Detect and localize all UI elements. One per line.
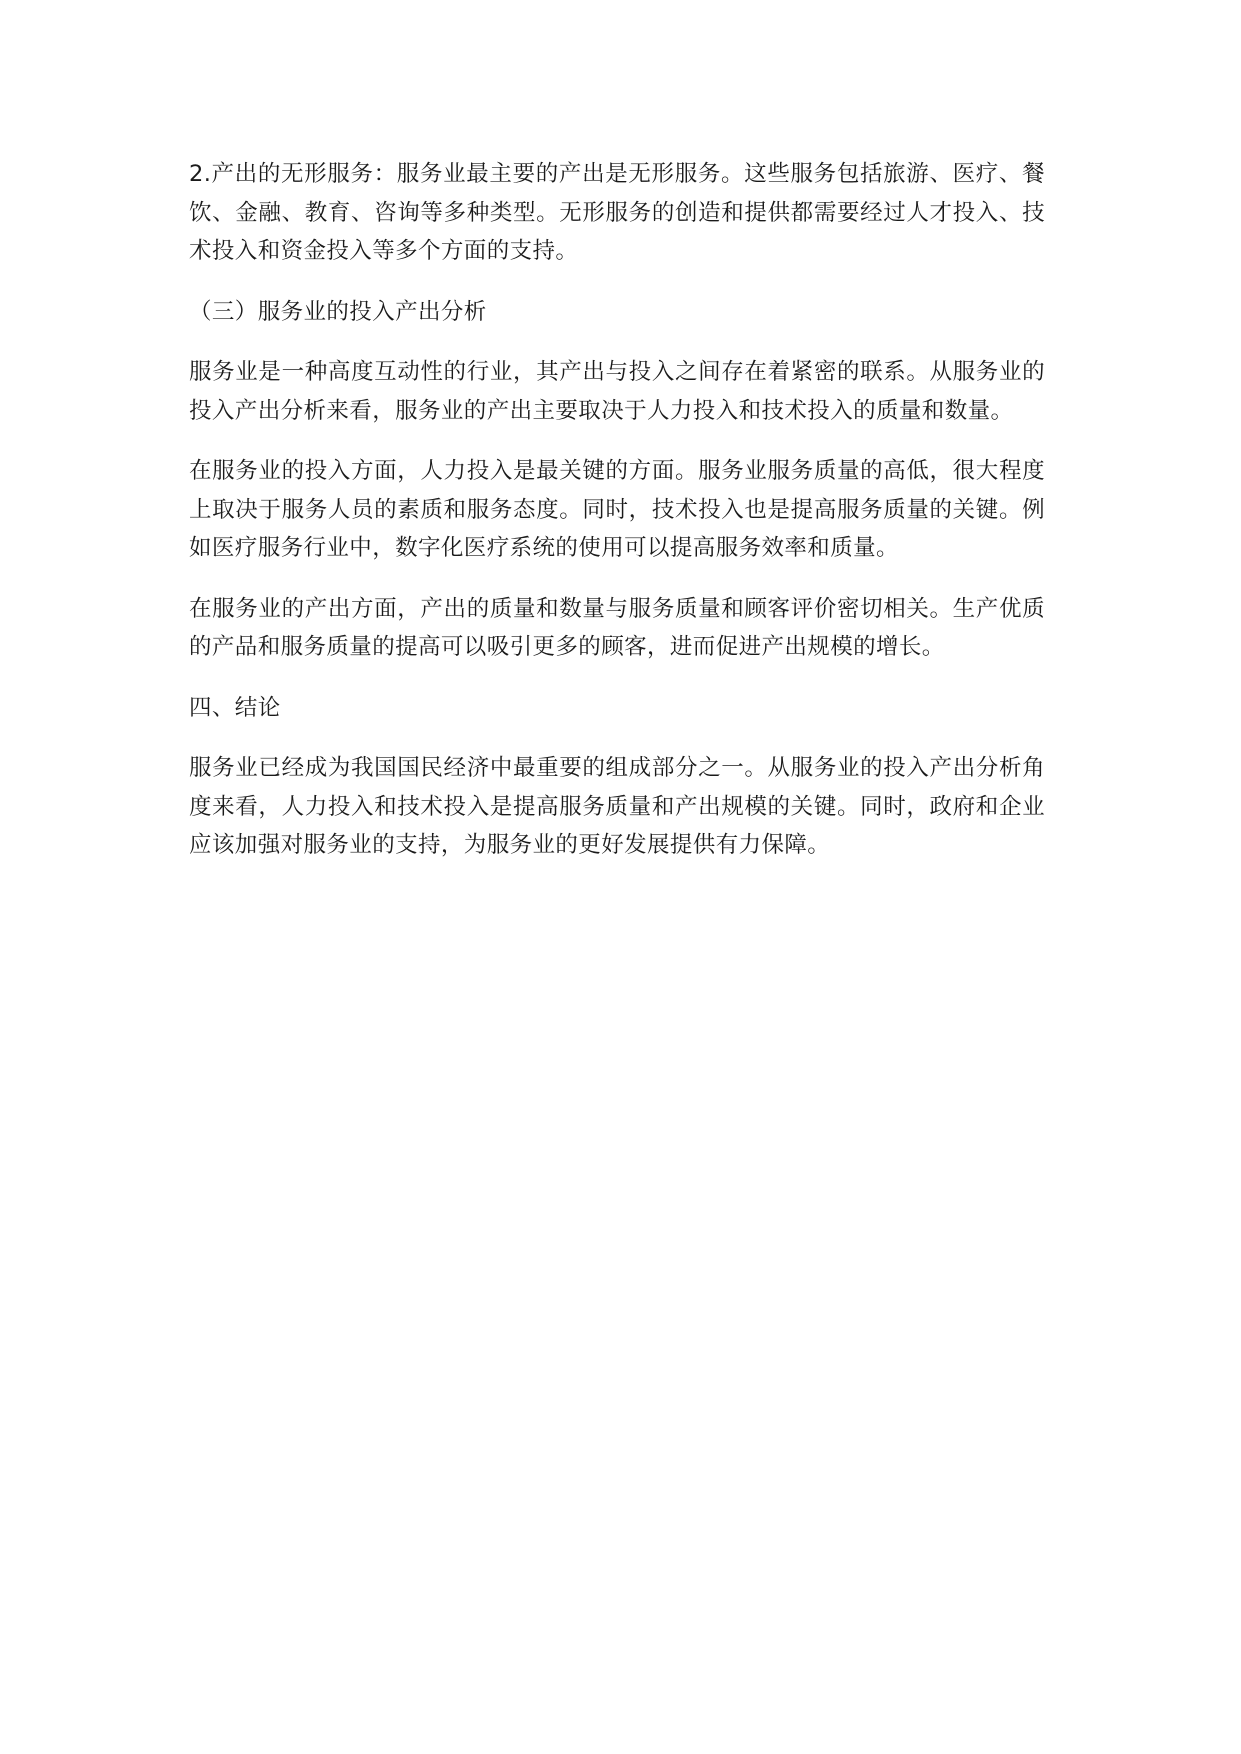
section-heading-conclusion: 四、结论 bbox=[189, 694, 281, 721]
paragraph-intangible-output: 2.产出的无形服务：服务业最主要的产出是无形服务。这些服务包括旅游、医疗、餐饮、金融、教育、咨询等多种类型。无形服务的创造和提供都需要经过人才投入、技术投入和资金投入等多个方面的支持。 bbox=[189, 161, 1045, 264]
paragraph-input-aspect: 在服务业的投入方面，人力投入是最关键的方面。服务业服务质量的高低，很大程度上取决于服务人员的素质和服务态度。同时，技术投入也是提高服务质量的关键。例如医疗服务行业中，数字化医疗系统的使用可以提高服务效率和质量。 bbox=[189, 458, 1045, 561]
paragraph-output-aspect: 在服务业的产出方面，产出的质量和数量与服务质量和顾客评价密切相关。生产优质的产品和服务质量的提高可以吸引更多的顾客，进而促进产出规模的增长。 bbox=[189, 595, 1045, 660]
paragraph-service-interaction: 服务业是一种高度互动性的行业，其产出与投入之间存在着紧密的联系。从服务业的投入产出分析来看，服务业的产出主要取决于人力投入和技术投入的质量和数量。 bbox=[189, 359, 1045, 424]
paragraph-conclusion: 服务业已经成为我国国民经济中最重要的组成部分之一。从服务业的投入产出分析角度来看，人力投入和技术投入是提高服务质量和产出规模的关键。同时，政府和企业应该加强对服务业的支持，为服务业的更好发展提供有力保障。 bbox=[189, 755, 1045, 858]
section-heading-input-output-analysis: （三）服务业的投入产出分析 bbox=[189, 298, 487, 325]
document-body bbox=[189, 155, 1045, 887]
